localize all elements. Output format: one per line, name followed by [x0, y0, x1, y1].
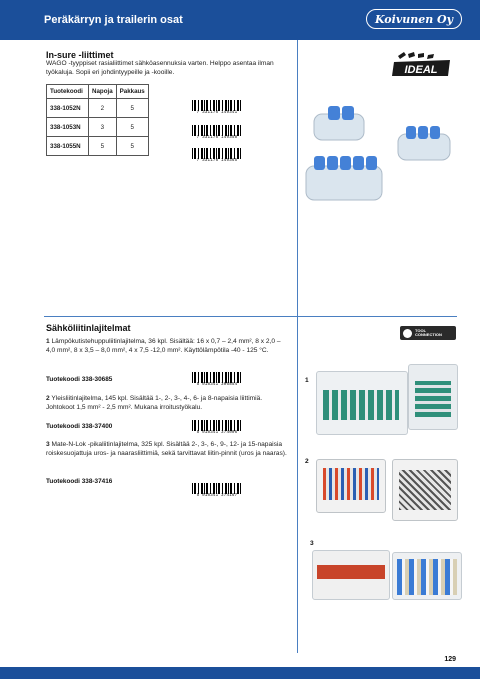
barcode-bars — [192, 148, 242, 159]
barcode-bars — [192, 483, 242, 494]
column-divider — [297, 40, 298, 653]
kit-photo-2a — [316, 459, 386, 513]
photo-label: 1 — [305, 377, 309, 384]
ideal-logo — [392, 52, 452, 78]
product-code-line: Tuotekoodi 338-37400 — [46, 423, 113, 430]
section-divider — [44, 316, 457, 317]
pack-value: 5 — [116, 118, 148, 137]
barcode — [192, 100, 242, 117]
barcode — [192, 483, 242, 500]
table-header-pack: Pakkaus — [116, 85, 148, 99]
kit-photo-3a — [312, 550, 390, 600]
poles-value: 5 — [89, 137, 117, 156]
barcode — [192, 148, 242, 165]
barcode-bars — [192, 100, 242, 111]
barcode-number: 7 331176 149341 — [196, 111, 238, 115]
kit-photo-3b — [392, 552, 462, 600]
item-text: Yleisliitinlajitelma, 145 kpl. Sisältää 1-, 2-, 3-, 4-, 6- ja 8-napaisia liittimiä. Johtokoot 1,5 mm² - 2,5 mm². Mukana irroitustyökalu. — [46, 395, 263, 411]
product-code: 338-1053N — [47, 118, 89, 137]
item-number: 2 — [46, 395, 50, 402]
item-text: Lämpökutistehuppuliitinlajitelma, 36 kpl. Sisältää: 16 x 0,7 – 2,4 mm², 8 x 2,0 – 4,0 mm², 8 x 3,5 – 8,0 mm², 4 x 7,5 -12,0 mm². Käyttölämpötila -40 - 125 °C. — [46, 338, 281, 354]
header-title: Peräkärryn ja trailerin osat — [44, 14, 183, 26]
item-number: 3 — [46, 441, 50, 448]
section1-description: WAGO -tyyppiset rasialiittimet sähköasennuksia varten. Helppo asentaa ilman työkaluja. Sopii eri johdintyypeille ja -kooille. — [46, 60, 274, 76]
kit-photo-2b — [392, 459, 458, 521]
barcode — [192, 372, 242, 389]
photo-label: 2 — [305, 458, 309, 465]
barcode-number: 5 018341 374006 — [196, 431, 238, 435]
section1-title: In-sure -liittimet — [46, 50, 114, 60]
kit-photo-1a — [316, 371, 408, 435]
barcode — [192, 420, 242, 437]
tool-logo-text — [415, 329, 442, 338]
barcode-bars — [192, 125, 242, 136]
product-code-line: Tuotekoodi 338-37416 — [46, 478, 113, 485]
page-header — [0, 0, 480, 40]
page-number: 129 — [444, 656, 456, 663]
item-description — [46, 440, 291, 458]
poles-value: 3 — [89, 118, 117, 137]
table-row — [47, 99, 149, 118]
tool-connection-logo — [400, 326, 456, 340]
tool-logo-line2: CONNECTION — [415, 332, 442, 337]
barcode-number: 7 331176 149358 — [196, 136, 238, 140]
product-code: 338-1055N — [47, 137, 89, 156]
ideal-logo-text: IDEAL — [404, 64, 438, 76]
barcode — [192, 125, 242, 142]
item-text: Mate-N-Lok -pikaliitinlajitelma, 325 kpl. Sisältää 2-, 3-, 6-, 9-, 12- ja 15-napaisia roiskesuojattuja uros- ja naarasliittimiä, sekä tarvittavat liitin-pinnit (uros ja naaras). — [46, 441, 287, 457]
pack-value: 5 — [116, 99, 148, 118]
product-table — [46, 84, 149, 156]
tool-logo-icon — [403, 329, 412, 338]
kit-photo-1b — [408, 364, 458, 430]
barcode-number: 5 018341 306854 — [196, 383, 238, 387]
connector-photo — [302, 84, 462, 214]
brand-logo-text: Koivunen Oy — [374, 12, 454, 26]
table-row — [47, 137, 149, 156]
item-description — [46, 337, 291, 355]
product-code: 338-1052N — [47, 99, 89, 118]
photo-label: 3 — [310, 540, 314, 547]
barcode-number: 7 331176 149365 — [196, 159, 238, 163]
product-code-line: Tuotekoodi 338-30685 — [46, 376, 113, 383]
barcode-bars — [192, 372, 242, 383]
poles-value: 2 — [89, 99, 117, 118]
table-header-poles: Napoja — [89, 85, 117, 99]
table-row — [47, 118, 149, 137]
barcode-bars — [192, 420, 242, 431]
tool-logo-line1: TOOL — [415, 327, 427, 333]
page-footer — [0, 667, 480, 679]
item-number: 1 — [46, 338, 50, 345]
item-description — [46, 394, 291, 412]
table-header-code: Tuotekoodi — [47, 85, 89, 99]
section2-title: Sähköliitinlajitelmat — [46, 323, 131, 333]
pack-value: 5 — [116, 137, 148, 156]
brand-logo — [366, 9, 462, 29]
barcode-number: 5 018341 374167 — [196, 494, 238, 498]
